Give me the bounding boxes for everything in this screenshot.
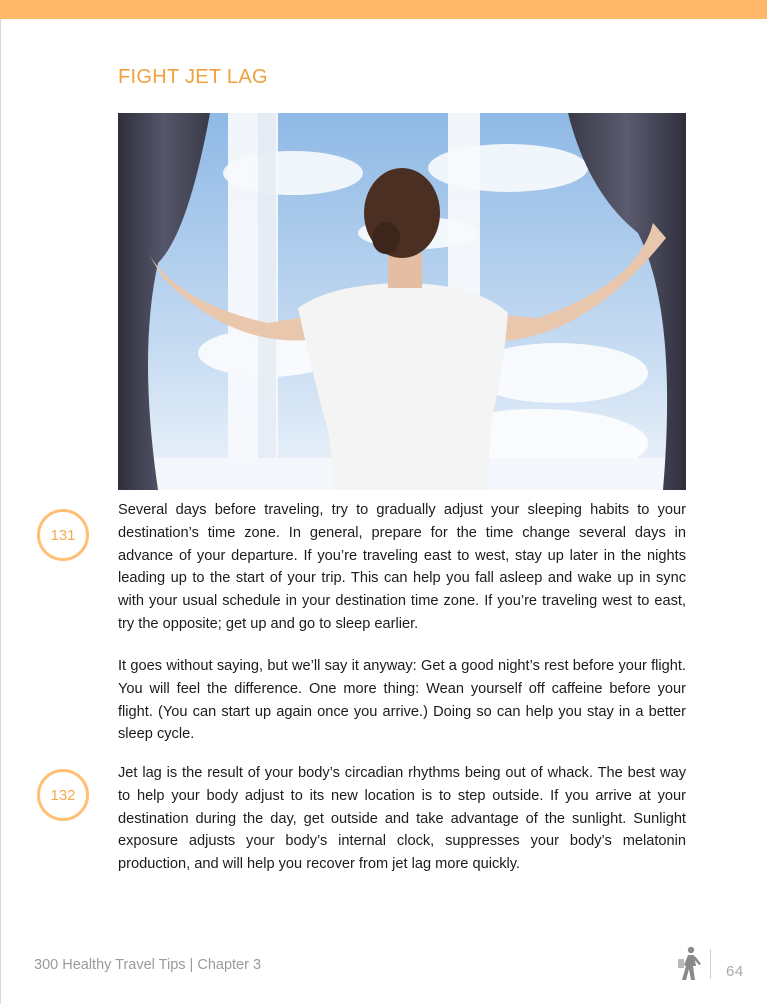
section-photo <box>118 113 686 490</box>
page-edge-rule <box>0 0 1 1004</box>
tip-paragraph: It goes without saying, but we’ll say it anyway: Get a good night’s rest before your flight. You will feel the difference. One more thing: Wean yourself off caffeine before your flight. (You can start up again once you arrive.) Doing so can help you stay in a better sleep cycle. <box>118 658 686 743</box>
section-title: FIGHT JET LAG <box>118 66 268 88</box>
tip-number-badge: 132 <box>37 769 89 821</box>
footer-separator: | <box>185 957 198 973</box>
tip-number-badge: 131 <box>37 509 89 561</box>
footer-book-info <box>34 957 261 973</box>
tip-paragraph: Jet lag is the result of your body’s circadian rhythms being out of whack. The best way to help your body adjust to its new location is to step outside. If you arrive at your destination during the day, get outside and take advantage of the sunlight. Sunlight exposure adjusts your body’s internal clock, suppresses your body’s melatonin production, and will help you recover from jet lag more quickly. <box>118 765 686 873</box>
footer-chapter: Chapter 3 <box>197 957 262 973</box>
footer-book-title: 300 Healthy Travel Tips <box>34 957 186 973</box>
page-number: 64 <box>726 963 744 980</box>
tip-paragraph: Several days before traveling, try to gradually adjust your sleeping habits to your destination’s time zone. In general, prepare for the time change several days in advance of your departure. If you’re traveling east to west, stay up later in the nights leading up to the start of your trip. This can help you fall asleep and wake up in sync with your usual schedule in your destination time zone. If you’re traveling west to east, try the opposite; get up and go to sleep earlier. <box>118 502 686 632</box>
footer-divider <box>710 949 711 979</box>
traveler-walking-icon <box>677 946 703 982</box>
header-accent-bar <box>0 0 767 19</box>
